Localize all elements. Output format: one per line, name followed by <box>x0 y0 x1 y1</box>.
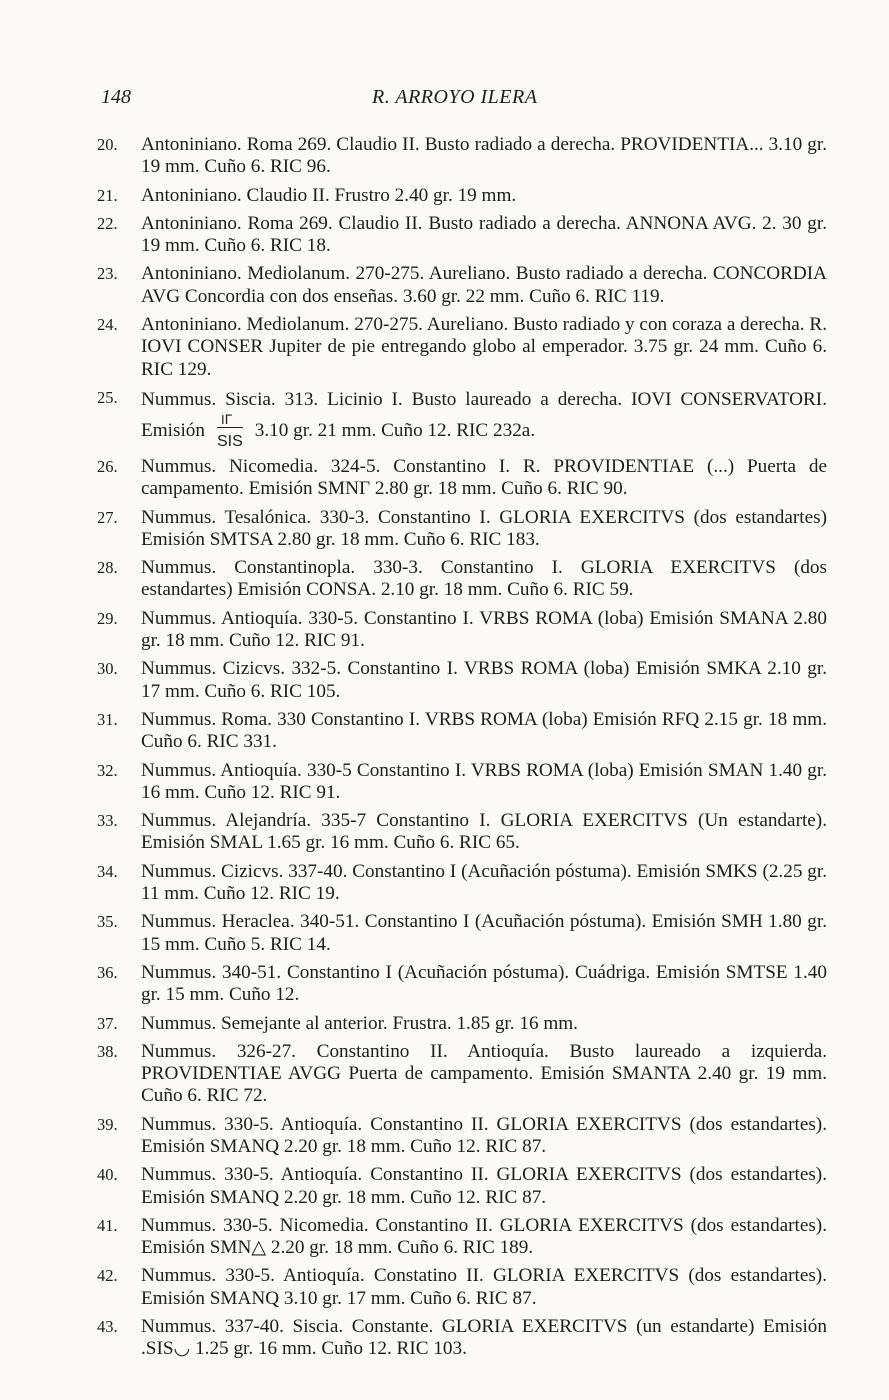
catalog-entry <box>97 314 827 381</box>
running-title: R. ARROYO ILERA <box>372 86 538 108</box>
entry-text: Nummus. 337-40. Siscia. Constante. GLORIA EXERCITVS (un estandarte) Emisión .SIS◡ 1.25 gr. 16 mm. Cuño 12. RIC 103. <box>141 1316 827 1360</box>
catalog-entry <box>97 608 827 653</box>
catalog-entry <box>97 507 827 552</box>
entry-text: Antoniniano. Roma 269. Claudio II. Busto radiado a derecha. ANNONA AVG. 2. 30 gr. 19 mm. Cuño 6. RIC 18. <box>141 212 827 257</box>
entry-text: Nummus. 330-5. Antioquía. Constantino II. GLORIA EXERCITVS (dos estandartes). Emisión SMANQ 2.20 gr. 18 mm. Cuño 12. RIC 87. <box>141 1113 827 1157</box>
entry-text: Antoniniano. Roma 269. Claudio II. Busto radiado a derecha. PROVIDENTIA... 3.10 gr. 19 mm. Cuño 6. RIC 96. <box>141 134 827 178</box>
entry-text: Nummus. Cizicvs. 337-40. Constantino I (Acuñación póstuma). Emisión SMKS (2.25 gr. 11 mm. Cuño 12. RIC 19. <box>141 860 827 905</box>
entry-number: 23. <box>97 264 118 284</box>
entry-number: 39. <box>97 1114 118 1134</box>
entry-number: 43. <box>97 1317 118 1337</box>
entry-text: Nummus. Antioquía. 330-5. Constantino I. VRBS ROMA (loba) Emisión SMANA 2.80 gr. 18 mm. Cuño 12. RIC 91. <box>141 607 827 652</box>
catalog-entry <box>97 1013 827 1035</box>
entry-number: 36. <box>97 962 118 982</box>
entry-text: Nummus. 340-51. Constantino I (Acuñación póstuma). Cuádriga. Emisión SMTSE 1.40 gr. 15 mm. Cuño 12. <box>141 961 827 1006</box>
catalog-entry <box>97 911 827 956</box>
catalog-entry <box>97 1041 827 1108</box>
entry-number: 26. <box>97 456 118 476</box>
entry-number: 27. <box>97 507 118 527</box>
entry-number: 32. <box>97 760 118 780</box>
entry-text: Antoniniano. Mediolanum. 270-275. Aureliano. Busto radiado y con coraza a derecha. R. IOVI CONSER Jupiter de pie entregando globo al emperador. 3.75 gr. 24 mm. Cuño 6. RIC 129. <box>141 314 827 380</box>
entry-text: Nummus. Semejante al anterior. Frustra. 1.85 gr. 16 mm. <box>141 1012 578 1034</box>
entry-text-after: 3.10 gr. 21 mm. Cuño 12. RIC 232a. <box>254 419 536 441</box>
entry-number: 24. <box>97 315 118 335</box>
catalog-entry <box>97 861 827 906</box>
entry-number: 21. <box>97 185 118 205</box>
entry-text: Antoniniano. Mediolanum. 270-275. Aureliano. Busto radiado a derecha. CONCORDIA AVG Concordia con dos enseñas. 3.60 gr. 22 mm. Cuño 6. RIC 119. <box>141 263 827 307</box>
mint-mark <box>217 413 243 450</box>
entry-number: 20. <box>97 135 118 154</box>
entry-text: Nummus. 326-27. Constantino II. Antioquía. Busto laureado a izquierda. PROVIDENTIAE AVGG Puerta de campamento. Emisión SMANTA 2.40 gr. 19 mm. Cuño 6. RIC 72. <box>141 1040 827 1107</box>
entry-number: 33. <box>97 811 118 831</box>
catalog-entry <box>97 1265 827 1310</box>
catalog-entry <box>97 1164 827 1209</box>
catalog-entry <box>97 810 827 855</box>
entry-text-before: Nummus. Siscia. 313. Licinio I. Busto laureado a derecha. IOVI CONSERVATORI. Emisión <box>141 388 827 441</box>
entry-text <box>141 387 827 450</box>
entry-number: 42. <box>97 1266 118 1286</box>
entry-text: Nummus. Cizicvs. 332-5. Constantino I. VRBS ROMA (loba) Emisión SMKA 2.10 gr. 17 mm. Cuño 6. RIC 105. <box>141 658 827 702</box>
catalog-entry <box>97 1114 827 1159</box>
entry-text: Nummus. 330-5. Nicomedia. Constantino II. GLORIA EXERCITVS (dos estandartes). Emisión SMN△ 2.20 gr. 18 mm. Cuño 6. RIC 189. <box>141 1214 827 1259</box>
entry-text: Nummus. Tesalónica. 330-3. Constantino I. GLORIA EXERCITVS (dos estandartes) Emisión SMTSA 2.80 gr. 18 mm. Cuño 6. RIC 183. <box>141 506 827 550</box>
catalog-entry <box>97 456 827 501</box>
mint-mark-top: Iᒥ <box>217 413 243 428</box>
catalog-entry <box>97 1215 827 1260</box>
entry-text: Nummus. Antioquía. 330-5 Constantino I. VRBS ROMA (loba) Emisión SMAN 1.40 gr. 16 mm. Cuño 12. RIC 91. <box>141 759 827 803</box>
catalog-entry <box>97 185 827 207</box>
catalog-entry <box>97 387 827 450</box>
entry-number: 28. <box>97 558 118 578</box>
entry-text: Nummus. Constantinopla. 330-3. Constantino I. GLORIA EXERCITVS (dos estandartes) Emisión CONSA. 2.10 gr. 18 mm. Cuño 6. RIC 59. <box>141 557 827 601</box>
catalog-entry <box>97 1316 827 1361</box>
entry-number: 25. <box>97 387 118 407</box>
entry-number: 35. <box>97 912 118 932</box>
entry-text: Nummus. Nicomedia. 324-5. Constantino I. R. PROVIDENTIAE (...) Puerta de campamento. Emisión SMNΓ 2.80 gr. 18 mm. Cuño 6. RIC 90. <box>141 455 827 500</box>
catalog-entry <box>97 658 827 703</box>
catalog-entry <box>97 557 827 602</box>
page-number: 148 <box>101 86 131 108</box>
entry-number: 41. <box>97 1215 118 1235</box>
entry-number: 37. <box>97 1013 118 1033</box>
entry-text: Nummus. Heraclea. 340-51. Constantino I (Acuñación póstuma). Emisión SMH 1.80 gr. 15 mm. Cuño 5. RIC 14. <box>141 911 827 955</box>
catalog-entry <box>97 213 827 258</box>
catalog-entry <box>97 134 827 179</box>
entry-text: Nummus. Alejandría. 335-7 Constantino I. GLORIA EXERCITVS (Un estandarte). Emisión SMAL 1.65 gr. 16 mm. Cuño 6. RIC 65. <box>141 810 827 854</box>
entry-text: Nummus. 330-5. Antioquía. Constatino II. GLORIA EXERCITVS (dos estandartes). Emisión SMANQ 3.10 gr. 17 mm. Cuño 6. RIC 87. <box>141 1265 827 1309</box>
page-header <box>0 86 889 116</box>
catalog-entry <box>97 962 827 1007</box>
catalog-entry <box>97 760 827 805</box>
entry-number: 40. <box>97 1165 118 1185</box>
entry-number: 30. <box>97 659 118 679</box>
catalog-entry <box>97 263 827 308</box>
entry-number: 34. <box>97 861 118 881</box>
entry-text: Antoniniano. Claudio II. Frustro 2.40 gr. 19 mm. <box>141 184 517 206</box>
entry-number: 22. <box>97 213 118 233</box>
catalog-entry <box>97 709 827 754</box>
entry-number: 38. <box>97 1041 118 1061</box>
catalog-entries <box>97 134 827 1367</box>
mint-mark-bottom: SIS <box>216 432 243 450</box>
entry-text: Nummus. 330-5. Antioquía. Constantino II. GLORIA EXERCITVS (dos estandartes). Emisión SMANQ 2.20 gr. 18 mm. Cuño 12. RIC 87. <box>141 1164 827 1208</box>
entry-text: Nummus. Roma. 330 Constantino I. VRBS ROMA (loba) Emisión RFQ 2.15 gr. 18 mm. Cuño 6. RIC 331. <box>141 708 827 753</box>
entry-number: 29. <box>97 608 118 628</box>
entry-number: 31. <box>97 709 118 729</box>
